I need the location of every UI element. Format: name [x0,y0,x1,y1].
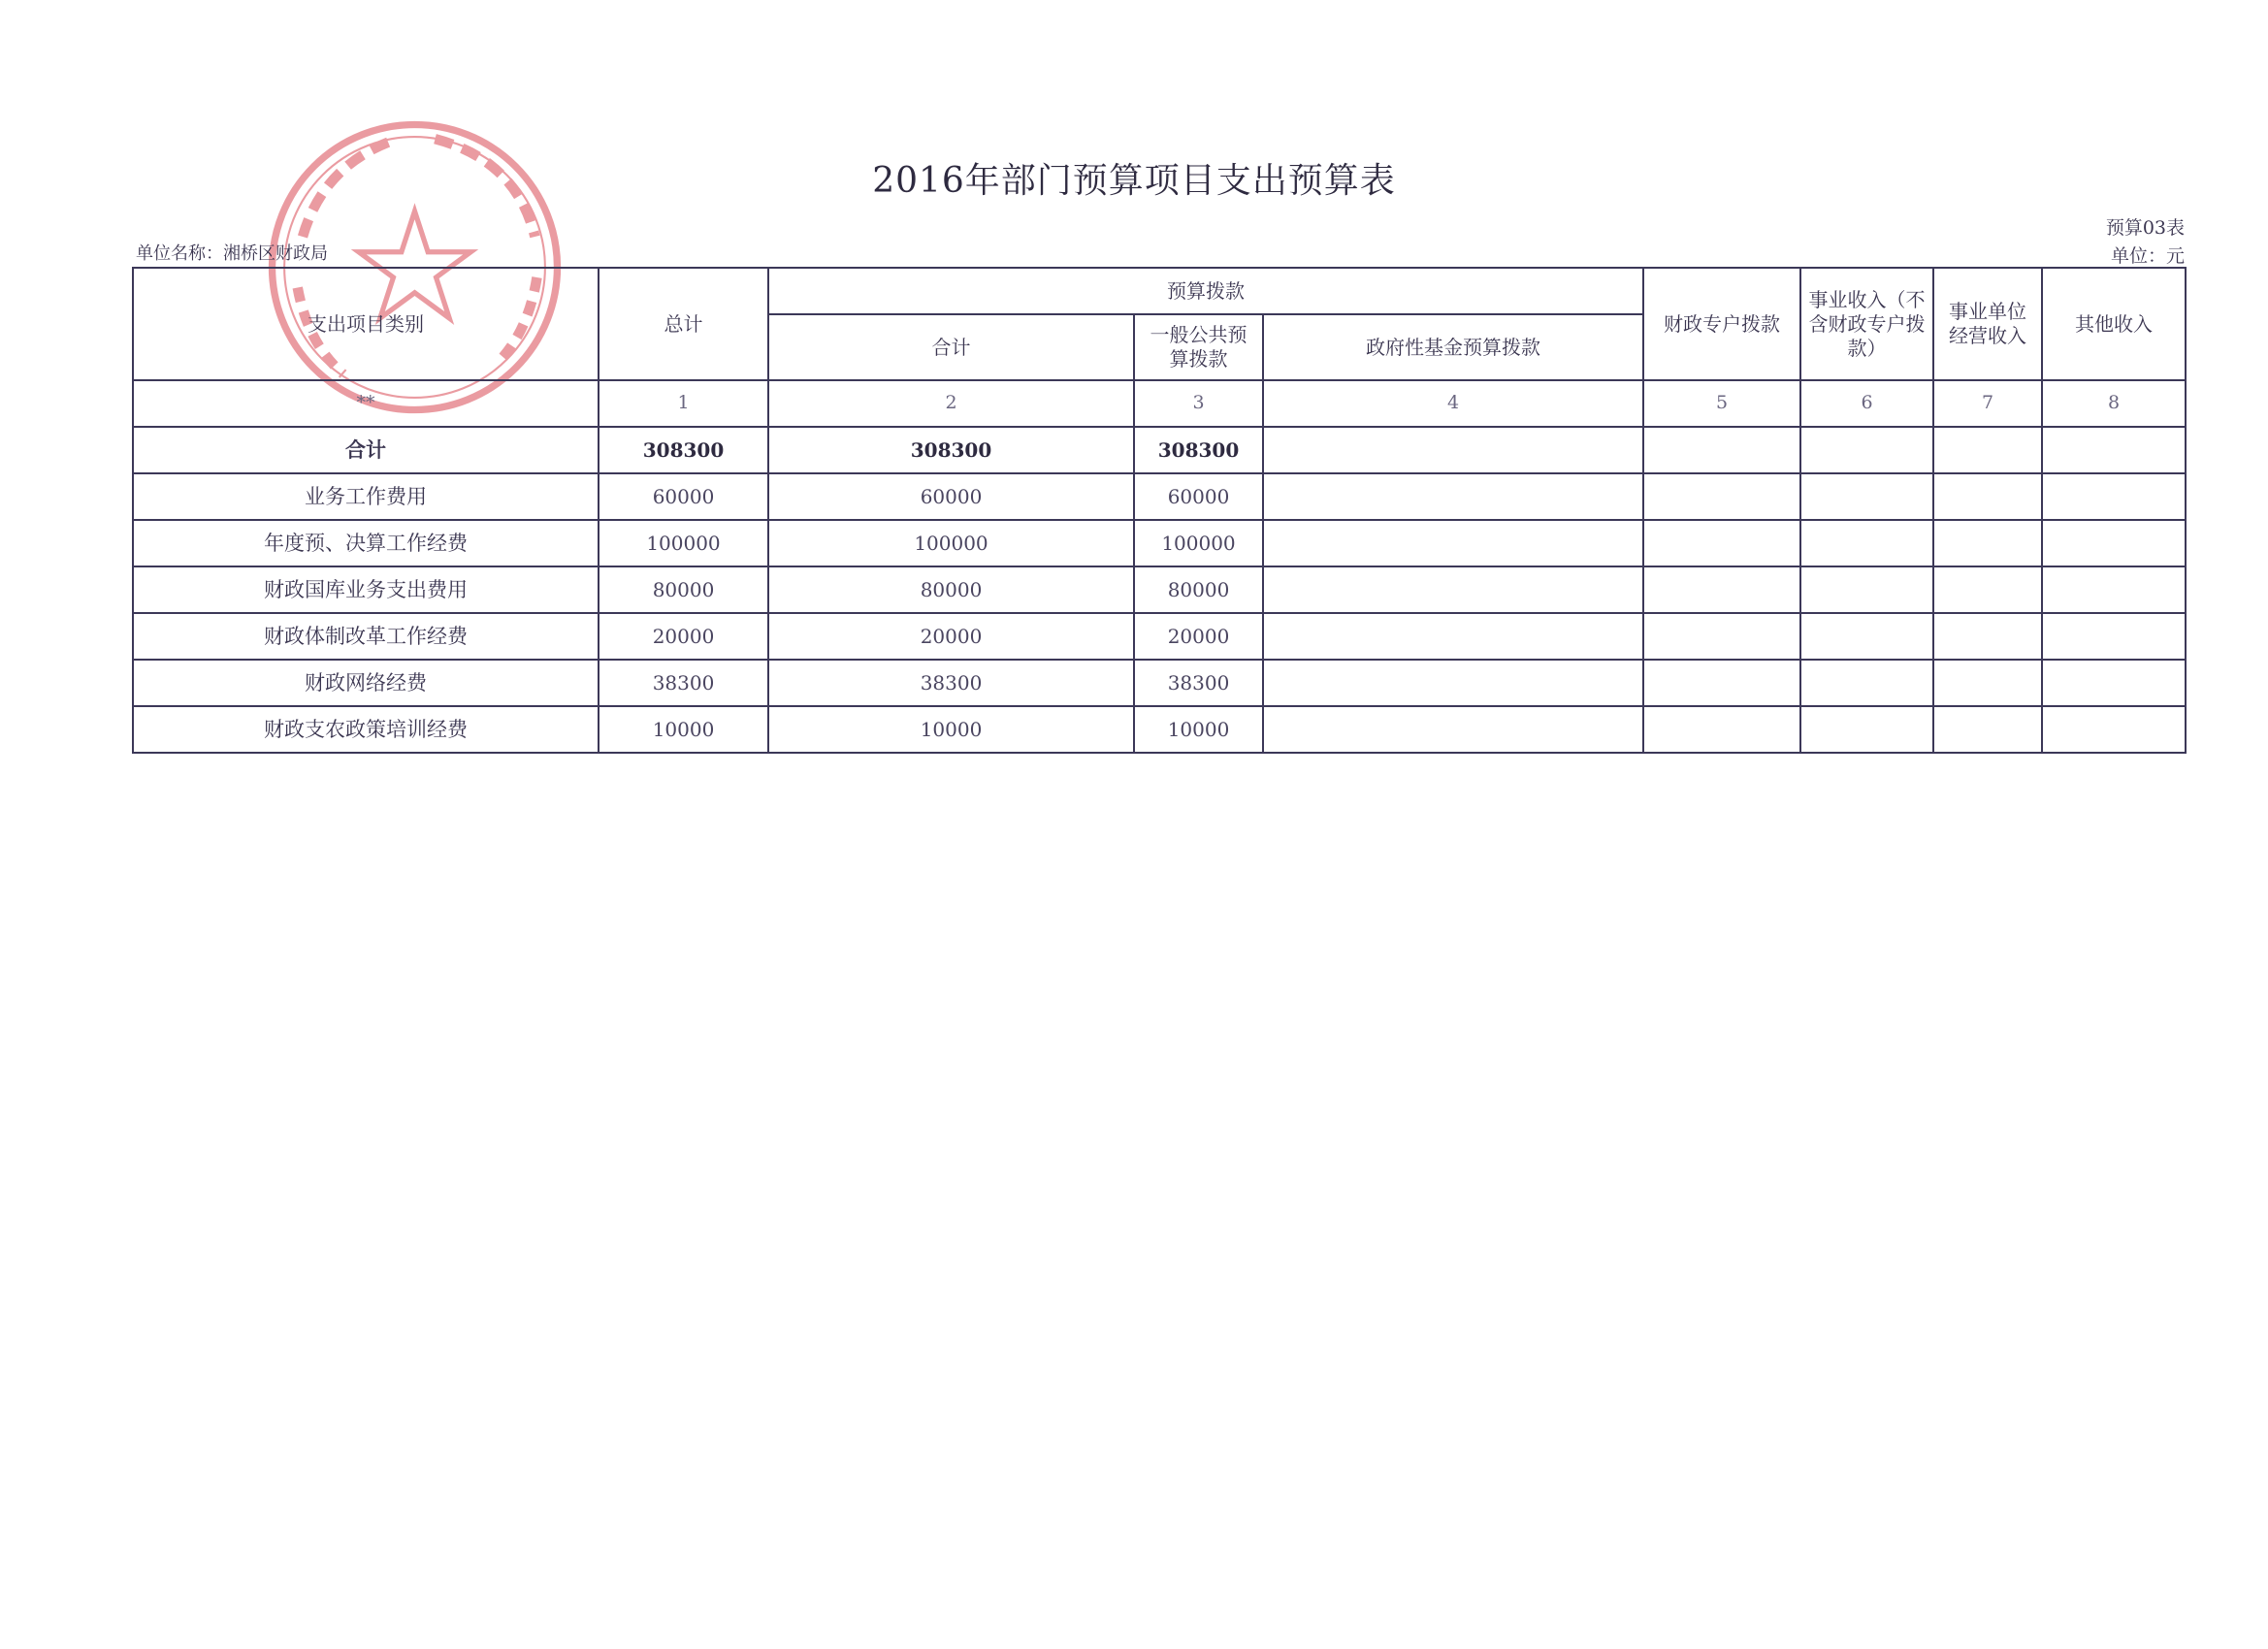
cell-gov-fund [1263,473,1643,520]
cell-subtotal: 38300 [768,660,1134,706]
page-title: 2016年部门预算项目支出预算表 [872,161,1396,201]
cell-business [1800,427,1933,473]
cell-general: 60000 [1134,473,1263,520]
cell-other [2042,520,2186,566]
cell-subtotal: 308300 [768,427,1134,473]
cell-gov-fund [1263,706,1643,753]
index-cell: 7 [1933,380,2042,427]
cell-subtotal: 20000 [768,613,1134,660]
cell-other [2042,660,2186,706]
row-name: 财政国库业务支出费用 [133,566,599,613]
table-row-total [133,427,2186,473]
cell-subtotal: 10000 [768,706,1134,753]
cell-operating [1933,660,2042,706]
table-row [133,613,2186,660]
cell-general: 38300 [1134,660,1263,706]
cell-operating [1933,706,2042,753]
cell-general: 20000 [1134,613,1263,660]
cell-operating [1933,427,2042,473]
index-cell: 4 [1263,380,1643,427]
form-number-label: 预算03表 [2105,217,2185,239]
header-budget-allocation: 预算拨款 [768,268,1643,314]
row-name: 合计 [133,427,599,473]
cell-operating [1933,520,2042,566]
cell-special [1643,473,1800,520]
cell-operating [1933,613,2042,660]
index-cell: 3 [1134,380,1263,427]
index-cell: 8 [2042,380,2186,427]
cell-gov-fund [1263,613,1643,660]
cell-business [1800,706,1933,753]
header-category: 支出项目类别 [133,268,599,380]
cell-subtotal: 60000 [768,473,1134,520]
row-name: 财政体制改革工作经费 [133,613,599,660]
index-row [133,380,2186,427]
header-special-fiscal: 财政专户拨款 [1643,268,1800,380]
cell-total: 20000 [599,613,768,660]
table-row [133,520,2186,566]
cell-business [1800,520,1933,566]
row-name: 财政支农政策培训经费 [133,706,599,753]
header-row-top [133,268,2186,314]
cell-general: 10000 [1134,706,1263,753]
cell-total: 100000 [599,520,768,566]
cell-business [1800,613,1933,660]
currency-unit-label: 单位：元 [2110,245,2185,267]
cell-operating [1933,566,2042,613]
cell-other [2042,613,2186,660]
cell-gov-fund [1263,520,1643,566]
header-general-public: 一般公共预算拨款 [1134,314,1263,380]
index-cell: ** [133,380,599,427]
cell-total: 80000 [599,566,768,613]
cell-general: 308300 [1134,427,1263,473]
cell-general: 100000 [1134,520,1263,566]
cell-total: 38300 [599,660,768,706]
index-cell: 5 [1643,380,1800,427]
cell-gov-fund [1263,427,1643,473]
row-name: 业务工作费用 [133,473,599,520]
cell-subtotal: 80000 [768,566,1134,613]
cell-other [2042,706,2186,753]
cell-other [2042,427,2186,473]
cell-gov-fund [1263,566,1643,613]
cell-total: 308300 [599,427,768,473]
cell-total: 60000 [599,473,768,520]
header-operating-income: 事业单位经营收入 [1933,268,2042,380]
cell-business [1800,566,1933,613]
cell-general: 80000 [1134,566,1263,613]
header-other-income: 其他收入 [2042,268,2186,380]
row-name: 财政网络经费 [133,660,599,706]
unit-name-label: 单位名称：湘桥区财政局 [136,243,328,264]
cell-gov-fund [1263,660,1643,706]
cell-special [1643,706,1800,753]
header-business-income: 事业收入（不含财政专户拨款） [1800,268,1933,380]
header-subtotal: 合计 [768,314,1134,380]
cell-special [1643,520,1800,566]
index-cell: 1 [599,380,768,427]
table-row [133,706,2186,753]
budget-table [132,267,2187,754]
table-row [133,660,2186,706]
index-cell: 2 [768,380,1134,427]
cell-total: 10000 [599,706,768,753]
header-gov-fund: 政府性基金预算拨款 [1263,314,1643,380]
table-row [133,566,2186,613]
header-total: 总计 [599,268,768,380]
cell-special [1643,660,1800,706]
cell-operating [1933,473,2042,520]
cell-business [1800,660,1933,706]
row-name: 年度预、决算工作经费 [133,520,599,566]
cell-special [1643,427,1800,473]
cell-subtotal: 100000 [768,520,1134,566]
index-cell: 6 [1800,380,1933,427]
cell-special [1643,613,1800,660]
cell-other [2042,473,2186,520]
cell-other [2042,566,2186,613]
cell-business [1800,473,1933,520]
table-row [133,473,2186,520]
cell-special [1643,566,1800,613]
